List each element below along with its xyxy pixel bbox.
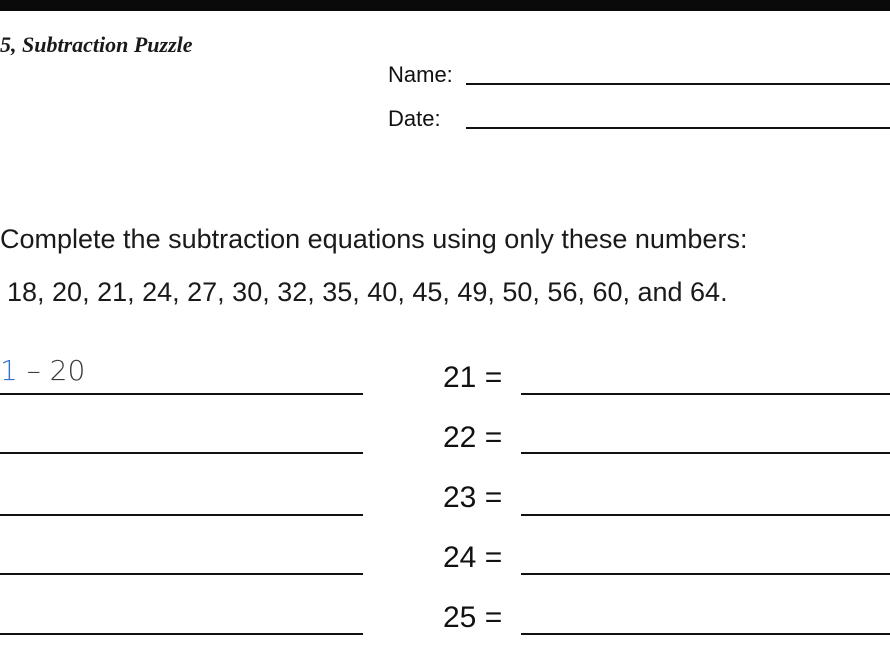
answer-line-3[interactable]: [0, 514, 363, 516]
top-border-bar: [0, 0, 890, 11]
equation-label: 21 =: [443, 361, 503, 394]
date-label: Date:: [388, 106, 441, 131]
equation-label: 25 =: [443, 601, 503, 634]
name-field-line[interactable]: [466, 83, 890, 85]
equation-answer-line[interactable]: [521, 573, 890, 575]
instructions-text: Complete the subtraction equations using only these numbers:: [0, 224, 748, 254]
equation-answer-line[interactable]: [521, 633, 890, 635]
equation-label: 22 =: [443, 421, 503, 454]
equation-answer-line[interactable]: [521, 452, 890, 454]
equation-label: 24 =: [443, 541, 503, 574]
handwritten-partial-digit: 1: [0, 354, 18, 387]
answer-line-5[interactable]: [0, 633, 363, 635]
answer-line-1[interactable]: [0, 393, 363, 395]
handwritten-text: – 20: [26, 354, 86, 387]
equation-answer-line[interactable]: [521, 393, 890, 395]
answer-line-2[interactable]: [0, 452, 363, 454]
worksheet-title: 5, Subtraction Puzzle: [0, 32, 193, 57]
equation-answer-line[interactable]: [521, 514, 890, 516]
allowed-numbers-list: 18, 20, 21, 24, 27, 30, 32, 35, 40, 45, 49, 50, 56, 60, and 64.: [7, 277, 728, 307]
handwritten-answer: [0, 354, 85, 387]
answer-line-4[interactable]: [0, 573, 363, 575]
equation-label: 23 =: [443, 481, 503, 514]
name-label: Name:: [388, 62, 453, 87]
date-field-line[interactable]: [466, 127, 890, 129]
